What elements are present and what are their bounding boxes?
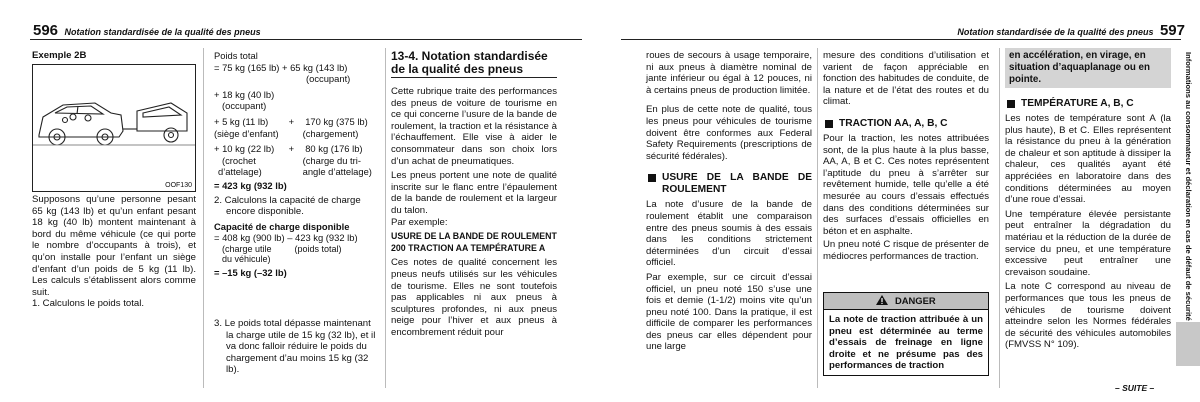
right-col-3 [1005, 98, 1171, 351]
cap-result: = –15 kg (–32 lb) [214, 266, 287, 278]
car-with-trailer-icon [33, 65, 195, 191]
traction-heading-text: TRACTION AA, A, B, C [839, 117, 948, 129]
traction-paragraph-1: Pour la traction, les notes attribuées sont, de la plus haute à la plus basse, AA, A, B et C. Ces notes représentent l’aptitude du pneu à s’arrêter sur revêtement humide, telle qu’elle a été mesurée au cours d’essais effectués dans des conditions déterminées sur des surfaces d’essais officielles en béton et en asphalte. [823, 132, 989, 237]
cap-line-1: = 408 kg (900 lb) – 423 kg (932 lb) [214, 232, 358, 244]
traction-paragraph-2: Un pneu noté C risque de présenter de médiocres performances de traction. [823, 239, 989, 262]
left-running-head: Notation standardisée de la qualité des pneus [64, 27, 261, 37]
left-page-header [33, 22, 261, 39]
right-col2-paragraph-1: mesure des conditions d’utilisation et varient de façon appréciable en fonction des habitudes de conduite, de la nature et de l’état des routes et du climat. [823, 50, 989, 108]
square-bullet-icon [825, 120, 833, 128]
traction-heading [823, 118, 989, 130]
section-heading-rule [391, 77, 557, 78]
calc-line-4a-sub2: d’attelage) [218, 166, 262, 178]
step-2: 2. Calculons la capacité de charge encore disponible. [214, 194, 361, 218]
usure-paragraph-2: Par exemple, sur ce circuit d’essai officiel, un pneu noté 150 s’use une fois et demie (1-1/2) moins vite qu’un pneu noté 100. Dans la pratique, il est difficile de comparer les performances des pneus car elles dépendent pour une large [646, 271, 812, 353]
calc-line-4c-sub2: angle d’attelage) [302, 166, 372, 178]
suite-marker: – SUITE – [1115, 383, 1155, 393]
calc-line-4a: + 10 kg (22 lb) [214, 143, 275, 155]
calc-line-3c: 170 kg (375 lb) [305, 115, 368, 127]
square-bullet-icon [648, 174, 656, 182]
calc-line-2-sub: (occupant) [222, 100, 267, 112]
right-page [615, 0, 1200, 402]
figure-code: OOF130 [165, 182, 192, 189]
right-col-2 [823, 50, 989, 263]
calc-line-4c: 80 kg (176 lb) [305, 143, 363, 155]
calc-line-4a-sub1: (crochet [222, 154, 256, 166]
intro-paragraph-4: Ces notes de qualité concernent les pneus neufs utilisés sur les véhicules de tourisme. Elles ne sont toutefois pas applicables ni aux pneus à sculptures profondes, ni aux pneus neige pour l’hiver et aux pneus à encombrement réduit pour [391, 257, 557, 338]
left-col-divider-2 [385, 48, 386, 388]
cap-sub-b: (poids total) [294, 243, 342, 254]
section-heading: 13-4. Notation standardisée de la qualité des pneus [391, 49, 548, 76]
right-col-divider-2 [999, 48, 1000, 388]
cap-line-1-sub-2 [214, 254, 380, 264]
temperature-heading-text: TEMPÉRATURE A, B, C [1021, 98, 1134, 109]
usure-paragraph-1: La note d’usure de la bande de roulement établit une comparaison entre des pneus soumis à des essais dans les conditions strictement déterminées d’un circuit d’essai officiel. [646, 199, 812, 269]
left-header-rule [30, 39, 582, 40]
calc-line-1-sub: (occupant) [306, 73, 351, 85]
example-paragraph: Supposons qu’une personne pesant 65 kg (143 lb) et qu’un enfant pesant 18 kg (40 lb) montent maintenant à bord du même véhicule (ce qui porte le nombre d’occupants à trois), et qu’on installe pour l’enfant un siège d’enfant d’un poids de 5 kg (11 lb). Les calculs s’établissent alors comme suit. [32, 194, 196, 298]
right-col-1 [646, 50, 812, 353]
calc-line-3a: + 5 kg (11 lb) [214, 115, 269, 127]
calc-line-3a-sub: (siège d’enfant) [214, 127, 279, 139]
calc-line-3-sub [214, 128, 380, 140]
calc-line-4-sub1 [214, 155, 380, 167]
left-page [0, 0, 585, 402]
side-tab-text: Informations au consommateur et déclaration en cas de défaut de sécurité [1184, 52, 1193, 321]
example-title: Exemple 2B [32, 50, 87, 61]
step-3: 3. Le poids total dépasse maintenant la charge utile de 15 kg (32 lb), et il va donc falloir réduire le poids du chargement d’au moins 15 kg (32 lb). [214, 318, 376, 376]
right-col-divider-1 [817, 48, 818, 388]
calc-line-4-sub2 [214, 166, 380, 178]
capacite-label: Capacité de charge disponible [214, 220, 350, 232]
side-thumb-tab [1176, 322, 1200, 366]
left-page-number: 596 [33, 22, 59, 39]
calc-line-3 [214, 116, 380, 128]
right-col1-paragraph-2: En plus de cette note de qualité, tous les pneus pour véhicules de tourisme doivent être conformes aux Federal Safety Requirements (prescriptions de sécurité fédérales). [646, 104, 812, 162]
right-page-header [957, 22, 1185, 39]
intro-paragraph-2: Les pneus portent une note de qualité inscrite sur le flanc entre l’épaulement de la bande de roulement et la largeur du talon. [391, 170, 557, 216]
cap-line-1-sub-1 [214, 244, 380, 254]
danger-continuation-box [1005, 48, 1171, 88]
poids-total-label: Poids total [214, 50, 258, 61]
temperature-paragraph-3: La note C correspond au niveau de performances que tous les pneus de véhicules de tourisme doivent atteindre selon les Normes fédérales de sécurité des véhicules automobiles (FMVSS N° 109). [1005, 281, 1171, 351]
usure-heading-text: USURE DE LA BANDE DE ROULEMENT [662, 172, 812, 196]
right-header-rule [621, 39, 1181, 40]
cap-sub-a1: (charge utile [222, 243, 272, 254]
temperature-paragraph-1: Les notes de température sont A (la plus haute), B et C. Elles représentent la résistance du pneu à la génération de chaleur et son aptitude à dissiper la chaleur, ces qualités ayant été appréciées en laboratoire dans des conditions déterminées au moyen d’une roue d’essai. [1005, 113, 1171, 206]
calc-line-3c-sub: (chargement) [302, 127, 359, 139]
section-body [391, 86, 557, 338]
calc-line-4c-sub1: (charge du tri- [302, 154, 361, 166]
intro-paragraph-3: Par exemple: [391, 216, 448, 228]
square-bullet-icon [1007, 100, 1015, 108]
right-page-number: 597 [1159, 22, 1185, 39]
vehicle-trailer-illustration [32, 64, 196, 192]
danger-continuation-text: en accélération, en virage, en situation d’aquaplanage ou en pointe. [1009, 50, 1150, 85]
calc-total: = 423 kg (932 lb) [214, 179, 287, 191]
left-col-divider-1 [203, 48, 204, 388]
calc-line-2: + 18 kg (40 lb) [214, 88, 275, 100]
calc-line-3b: + [288, 115, 295, 127]
cap-sub-a2: du véhicule) [222, 253, 271, 264]
danger-text: La note de traction attribuée à un pneu est déterminée au terme d’essais de freinage en ligne droite et ne présume pas des performances de traction [829, 314, 983, 372]
step-1: 1. Calculons le poids total. [32, 298, 144, 309]
calc-line-4b: + [288, 143, 295, 155]
intro-paragraph-1: Cette rubrique traite des performances des pneus de voiture de tourisme en ce qui concerne l’usure de la bande de roulement, la traction et la résistance à l’échauffement. Elle vise à aider le consommateur dans son choix lors d’un achat de pneumatiques. [391, 86, 557, 167]
right-running-head: Notation standardisée de la qualité des pneus [957, 27, 1154, 37]
example-caps: USURE DE LA BANDE DE ROULEMENT 200 TRACTION AA TEMPÉRATURE A [391, 231, 557, 253]
usure-heading [646, 172, 812, 196]
danger-header [824, 293, 988, 310]
danger-box [823, 292, 989, 376]
calc-line-4 [214, 143, 380, 155]
danger-label: DANGER [894, 295, 936, 306]
temperature-heading [1005, 98, 1171, 110]
right-col1-paragraph-1: roues de secours à usage temporaire, ni aux pneus à diamètre nominal de jante inférieur ou égal à 12 pouces, ni à certains pneus de production limitée. [646, 50, 812, 96]
calc-line-1: = 75 kg (165 lb) + 65 kg (143 lb) [214, 61, 348, 73]
calculation-block [214, 50, 380, 279]
temperature-paragraph-2: Une température élevée persistante peut entraîner la dégradation du matériau et la réduction de la durée de service du pneu, et une température excessive peut entraîner une crevaison soudaine. [1005, 208, 1171, 278]
warning-triangle-icon [876, 294, 888, 310]
